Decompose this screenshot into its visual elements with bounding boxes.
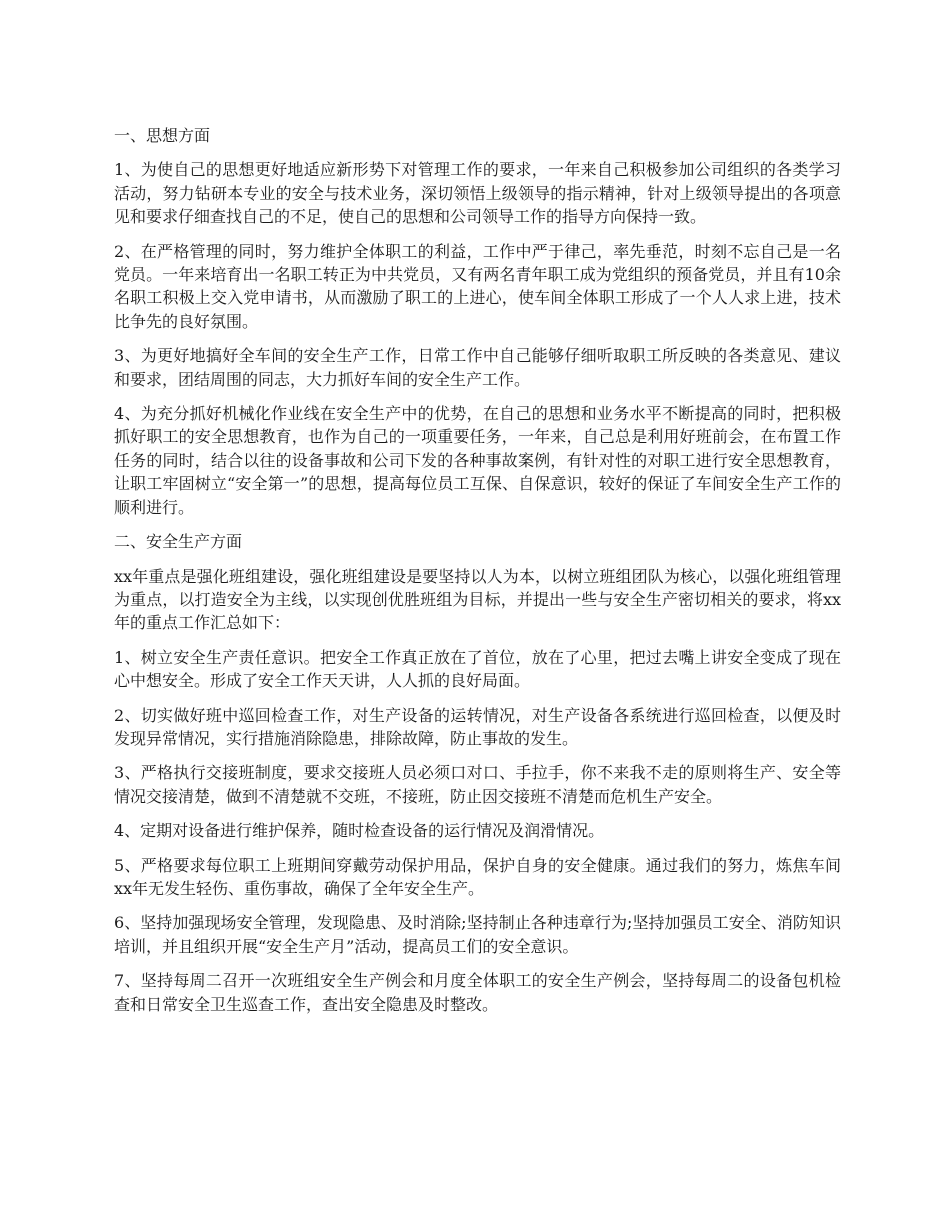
paragraph: 6、坚持加强现场安全管理，发现隐患、及时消除;坚持制止各种违章行为;坚持加强员工安全、消防知识培训，并且组织开展“安全生产月”活动，提高员工们的安全意识。 <box>114 913 841 956</box>
paragraph: 4、为充分抓好机械化作业线在安全生产中的优势，在自己的思想和业务水平不断提高的同时，把积极抓好职工的安全思想教育，也作为自己的一项重要任务，一年来，自己总是利用好班前会，在布置工作任务的同时，结合以往的设备事故和公司下发的各种事故案例，有针对性的对职工进行安全思想教育，让职工牢固树立“安全第一”的思想，提高每位员工互保、自保意识，较好的保证了车间安全生产工作的顺利进行。 <box>114 404 841 517</box>
paragraph: 3、为更好地搞好全车间的安全生产工作，日常工作中自己能够仔细听取职工所反映的各类意见、建议和要求，团结周围的同志，大力抓好车间的安全生产工作。 <box>114 346 841 389</box>
paragraph: 4、定期对设备进行维护保养，随时检查设备的运行情况及润滑情况。 <box>114 821 605 841</box>
section-heading-thought: 一、思想方面 <box>114 126 211 145</box>
paragraph: 5、严格要求每位职工上班期间穿戴劳动保护用品，保护自身的安全健康。通过我们的努力，炼焦车间xx年无发生轻伤、重伤事故，确保了全年安全生产。 <box>114 855 841 898</box>
paragraph: 1、为使自己的思想更好地适应新形势下对管理工作的要求，一年来自己积极参加公司组织的各类学习活动，努力钻研本专业的安全与技术业务，深切领悟上级领导的指示精神，针对上级领导提出的各项意见和要求仔细查找自己的不足，使自己的思想和公司领导工作的指导方向保持一致。 <box>114 160 841 227</box>
paragraph: 2、在严格管理的同时，努力维护全体职工的利益，工作中严于律己，率先垂范，时刻不忘自己是一名党员。一年来培育出一名职工转正为中共党员，又有两名青年职工成为党组织的预备党员，并且有10余名职工积极上交入党申请书，从而激励了职工的上进心，使车间全体职工形成了一个人人求上进，技术比争先的良好氛围。 <box>114 241 841 331</box>
paragraph: 7、坚持每周二召开一次班组安全生产例会和月度全体职工的安全生产例会，坚持每周二的设备包机检查和日常安全卫生巡查工作，查出安全隐患及时整改。 <box>114 971 841 1014</box>
paragraph: 1、树立安全生产责任意识。把安全工作真正放在了首位，放在了心里，把过去嘴上讲安全变成了现在心中想安全。形成了安全工作天天讲，人人抓的良好局面。 <box>114 647 841 691</box>
section-heading-safety: 二、安全生产方面 <box>114 532 243 552</box>
paragraph: 3、严格执行交接班制度，要求交接班人员必须口对口、手拉手，你不来我不走的原则将生产、安全等情况交接清楚，做到不清楚就不交班，不接班，防止因交接班不清楚而危机生产安全。 <box>114 763 841 806</box>
paragraph: 2、切实做好班中巡回检查工作，对生产设备的运转情况，对生产设备各系统进行巡回检查，以便及时发现异常情况，实行措施消除隐患，排除故障，防止事故的发生。 <box>114 705 841 748</box>
document-page <box>114 124 841 1027</box>
paragraph: xx年重点是强化班组建设，强化班组建设是要坚持以人为本，以树立班组团队为核心，以强化班组管理为重点，以打造安全为主线，以实现创优胜班组为目标，并提出一些与安全生产密切相关的要求，将xx年的重点工作汇总如下： <box>114 566 841 633</box>
